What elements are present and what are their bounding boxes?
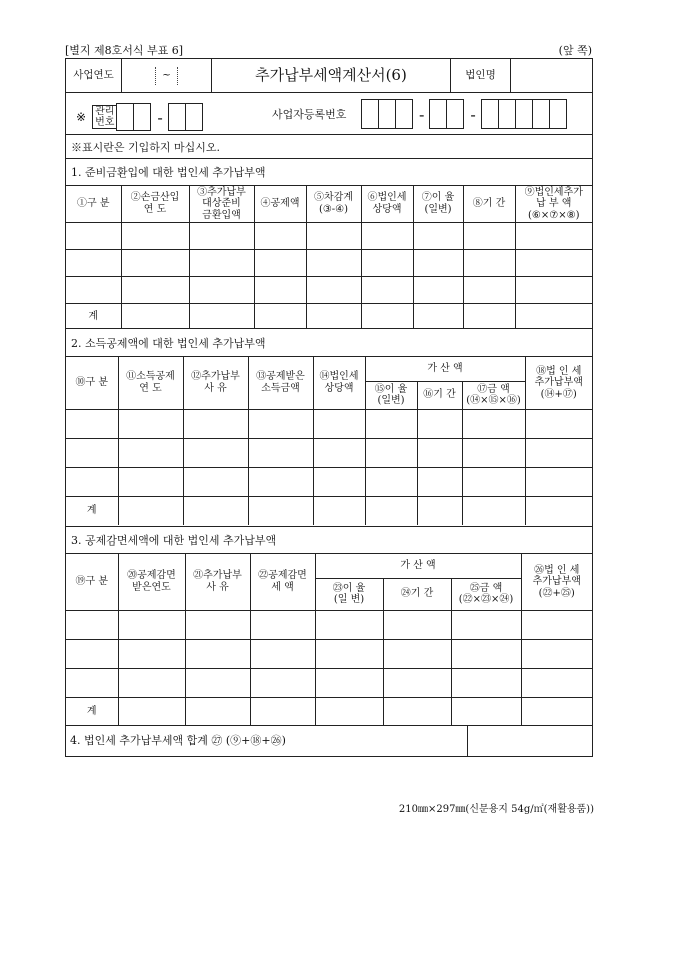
table-cell[interactable] <box>189 276 254 303</box>
table-cell[interactable] <box>313 496 365 525</box>
table-cell[interactable] <box>413 222 463 249</box>
mgmt-box[interactable] <box>116 103 134 131</box>
title-row <box>66 59 592 93</box>
table-cell[interactable] <box>361 249 413 276</box>
s3-h-period: ㉔기 간 <box>383 578 451 610</box>
table-cell[interactable] <box>121 249 189 276</box>
section4-title: 4. 법인세 추가납부세액 합계 ㉗ (⑨+⑱+㉖) <box>66 726 468 756</box>
table-cell[interactable] <box>306 276 361 303</box>
bizno-box[interactable] <box>446 99 464 129</box>
corp-name-field[interactable] <box>511 59 592 92</box>
table-cell[interactable] <box>185 639 250 668</box>
s1-h-division: ①구 분 <box>66 186 121 222</box>
table-cell[interactable] <box>118 467 183 496</box>
table-cell[interactable] <box>315 697 383 726</box>
section2-grid <box>66 357 592 525</box>
table-cell[interactable] <box>383 668 451 697</box>
table-cell[interactable] <box>66 467 118 496</box>
table-cell[interactable] <box>183 409 248 438</box>
table-cell[interactable] <box>313 438 365 467</box>
table-cell[interactable] <box>451 639 521 668</box>
table-cell[interactable] <box>515 276 592 303</box>
table-cell[interactable] <box>315 610 383 639</box>
grand-total-field[interactable] <box>468 726 592 756</box>
bizno-box[interactable] <box>395 99 413 129</box>
s1-h-deduction: ④공제액 <box>254 186 306 222</box>
table-cell[interactable] <box>185 668 250 697</box>
table-cell[interactable] <box>361 222 413 249</box>
table-cell[interactable] <box>315 668 383 697</box>
mgmt-number <box>76 103 203 131</box>
table-cell[interactable] <box>521 697 592 726</box>
table-cell[interactable] <box>66 409 118 438</box>
tax-form <box>65 58 593 757</box>
table-cell[interactable] <box>306 222 361 249</box>
table-cell[interactable] <box>254 249 306 276</box>
s2-h-year: ⑪소득공제 연 도 <box>118 357 183 409</box>
s3-h-reason: ㉑추가납부 사 유 <box>185 554 250 610</box>
table-cell[interactable] <box>118 610 185 639</box>
s1-h-tax-equivalent: ⑥법인세 상당액 <box>361 186 413 222</box>
s2-h-rate: ⑮이 율 (일변) <box>365 381 417 409</box>
bizno-box[interactable] <box>481 99 499 129</box>
table-cell[interactable] <box>66 249 121 276</box>
table-cell[interactable] <box>451 610 521 639</box>
section2-title: 2. 소득공제액에 대한 법인세 추가납부액 <box>66 329 592 357</box>
table-cell[interactable] <box>462 467 525 496</box>
table-cell[interactable] <box>525 467 592 496</box>
dash: - <box>157 107 163 127</box>
table-cell[interactable] <box>365 409 417 438</box>
table-cell[interactable] <box>451 668 521 697</box>
bizno-box[interactable] <box>532 99 550 129</box>
table-cell[interactable] <box>515 222 592 249</box>
table-cell[interactable] <box>250 610 315 639</box>
table-cell[interactable] <box>118 496 183 525</box>
period-label: 사업연도 <box>66 59 122 92</box>
form-number: [별지 제8호서식 부표 6] <box>65 44 184 57</box>
table-cell[interactable] <box>185 697 250 726</box>
section3-grid <box>66 554 592 726</box>
table-cell[interactable] <box>462 438 525 467</box>
table-cell[interactable] <box>254 303 306 329</box>
bizno-box[interactable] <box>549 99 567 129</box>
s1-total-label: 계 <box>66 303 121 329</box>
s3-h-additional-tax: ㉖법 인 세 추가납부액 (㉒+㉕) <box>521 554 592 610</box>
s3-h-addition: 가 산 액 <box>315 554 521 578</box>
table-cell[interactable] <box>306 303 361 329</box>
s2-h-additional-tax: ⑱법 인 세 추가납부액 (⑭+⑰) <box>525 357 592 409</box>
table-cell[interactable] <box>248 496 313 525</box>
s1-h-rate: ⑦이 율 (일변) <box>413 186 463 222</box>
bizno-box[interactable] <box>361 99 379 129</box>
table-cell[interactable] <box>250 639 315 668</box>
s1-h-year: ②손금산입 연 도 <box>121 186 189 222</box>
section2-table <box>66 357 592 527</box>
table-cell[interactable] <box>313 467 365 496</box>
table-cell[interactable] <box>66 668 118 697</box>
table-cell[interactable] <box>521 639 592 668</box>
table-cell[interactable] <box>185 610 250 639</box>
table-cell[interactable] <box>417 438 462 467</box>
section1-grid <box>66 186 592 329</box>
s2-h-addition: 가 산 액 <box>365 357 525 381</box>
table-cell[interactable] <box>121 303 189 329</box>
table-cell[interactable] <box>525 438 592 467</box>
s3-h-amount: ㉕금 액 (㉒×㉓×㉔) <box>451 578 521 610</box>
mgmt-label: 관리 번호 <box>92 105 117 129</box>
table-cell[interactable] <box>413 303 463 329</box>
s3-h-exempt-tax: ㉒공제감면 세 액 <box>250 554 315 610</box>
period-field[interactable] <box>122 59 211 92</box>
table-cell[interactable] <box>118 668 185 697</box>
section1-table <box>66 186 592 329</box>
table-cell[interactable] <box>525 496 592 525</box>
table-cell[interactable] <box>365 467 417 496</box>
table-cell[interactable] <box>463 222 515 249</box>
section3-title: 3. 공제감면세액에 대한 법인세 추가납부액 <box>66 527 592 554</box>
section3-table <box>66 554 592 726</box>
table-cell[interactable] <box>254 276 306 303</box>
table-cell[interactable] <box>183 467 248 496</box>
table-cell[interactable] <box>365 496 417 525</box>
table-cell[interactable] <box>515 303 592 329</box>
table-cell[interactable] <box>189 303 254 329</box>
s2-total-label: 계 <box>66 496 118 525</box>
table-cell[interactable] <box>306 249 361 276</box>
table-cell[interactable] <box>462 496 525 525</box>
table-cell[interactable] <box>248 467 313 496</box>
mgmt-box[interactable] <box>185 103 203 131</box>
table-cell[interactable] <box>250 668 315 697</box>
table-cell[interactable] <box>183 438 248 467</box>
corp-name-label: 법인명 <box>451 59 511 92</box>
table-cell[interactable] <box>183 496 248 525</box>
s1-h-period: ⑧기 간 <box>463 186 515 222</box>
mgmt-box[interactable] <box>133 103 151 131</box>
s2-h-division: ⑩구 분 <box>66 357 118 409</box>
mark-symbol: ※ <box>76 110 87 124</box>
table-cell[interactable] <box>118 438 183 467</box>
id-row <box>66 93 592 135</box>
table-cell[interactable] <box>66 222 121 249</box>
bizno-label: 사업자등록번호 <box>272 108 347 121</box>
s2-h-amount: ⑰금 액 (⑭×⑮×⑯) <box>462 381 525 409</box>
s3-total-label: 계 <box>66 697 118 726</box>
table-cell[interactable] <box>254 222 306 249</box>
period-separator: ~ <box>162 69 171 82</box>
notice: ※표시란은 기입하지 마십시오. <box>66 135 592 159</box>
s3-h-year: ⑳공제감면 받은연도 <box>118 554 185 610</box>
s1-h-reversal: ③추가납부 대상준비 금환입액 <box>189 186 254 222</box>
table-cell[interactable] <box>521 668 592 697</box>
table-cell[interactable] <box>515 249 592 276</box>
s3-h-division: ⑲구 분 <box>66 554 118 610</box>
table-cell[interactable] <box>66 438 118 467</box>
table-cell[interactable] <box>118 697 185 726</box>
table-cell[interactable] <box>189 222 254 249</box>
s1-h-additional-tax: ⑨법인세추가 납 부 액 (⑥×⑦×⑧) <box>515 186 592 222</box>
table-cell[interactable] <box>121 222 189 249</box>
paper-spec: 210㎜×297㎜(신문용지 54g/㎡(재활용품)) <box>398 804 594 815</box>
s2-h-income: ⑬공제받은 소득금액 <box>248 357 313 409</box>
table-cell[interactable] <box>250 697 315 726</box>
table-cell[interactable] <box>462 409 525 438</box>
table-cell[interactable] <box>248 438 313 467</box>
table-cell[interactable] <box>463 303 515 329</box>
section4-row <box>66 726 592 756</box>
table-cell[interactable] <box>118 409 183 438</box>
s2-h-period: ⑯기 간 <box>417 381 462 409</box>
table-cell[interactable] <box>66 276 121 303</box>
table-cell[interactable] <box>383 610 451 639</box>
table-cell[interactable] <box>313 409 365 438</box>
table-cell[interactable] <box>118 639 185 668</box>
bizno-box[interactable] <box>429 99 447 129</box>
table-cell[interactable] <box>417 409 462 438</box>
table-cell[interactable] <box>66 610 118 639</box>
s2-h-tax-equivalent: ⑭법인세 상당액 <box>313 357 365 409</box>
bizno-box[interactable] <box>498 99 516 129</box>
dash: - <box>470 104 476 124</box>
s1-h-subtotal: ⑤차감계 (③-④) <box>306 186 361 222</box>
page-side-label: (앞 쪽) <box>558 44 592 57</box>
table-cell[interactable] <box>521 610 592 639</box>
table-cell[interactable] <box>383 697 451 726</box>
table-cell[interactable] <box>315 639 383 668</box>
table-cell[interactable] <box>383 639 451 668</box>
form-title: 추가납부세액계산서(6) <box>211 59 451 92</box>
bizno-box[interactable] <box>378 99 396 129</box>
table-cell[interactable] <box>248 409 313 438</box>
bizno-field <box>362 99 567 129</box>
bizno-box[interactable] <box>515 99 533 129</box>
table-cell[interactable] <box>361 303 413 329</box>
dash: - <box>419 104 425 124</box>
table-cell[interactable] <box>417 496 462 525</box>
mgmt-box[interactable] <box>168 103 186 131</box>
table-cell[interactable] <box>417 467 462 496</box>
table-cell[interactable] <box>463 276 515 303</box>
table-cell[interactable] <box>66 639 118 668</box>
table-cell[interactable] <box>121 276 189 303</box>
section1-title: 1. 준비금환입에 대한 법인세 추가납부액 <box>66 159 592 186</box>
s3-h-rate: ㉓이 율 (일 변) <box>315 578 383 610</box>
table-cell[interactable] <box>463 249 515 276</box>
table-cell[interactable] <box>413 276 463 303</box>
table-cell[interactable] <box>361 276 413 303</box>
s2-h-reason: ⑫추가납부 사 유 <box>183 357 248 409</box>
table-cell[interactable] <box>189 249 254 276</box>
table-cell[interactable] <box>451 697 521 726</box>
table-cell[interactable] <box>365 438 417 467</box>
table-cell[interactable] <box>413 249 463 276</box>
table-cell[interactable] <box>525 409 592 438</box>
